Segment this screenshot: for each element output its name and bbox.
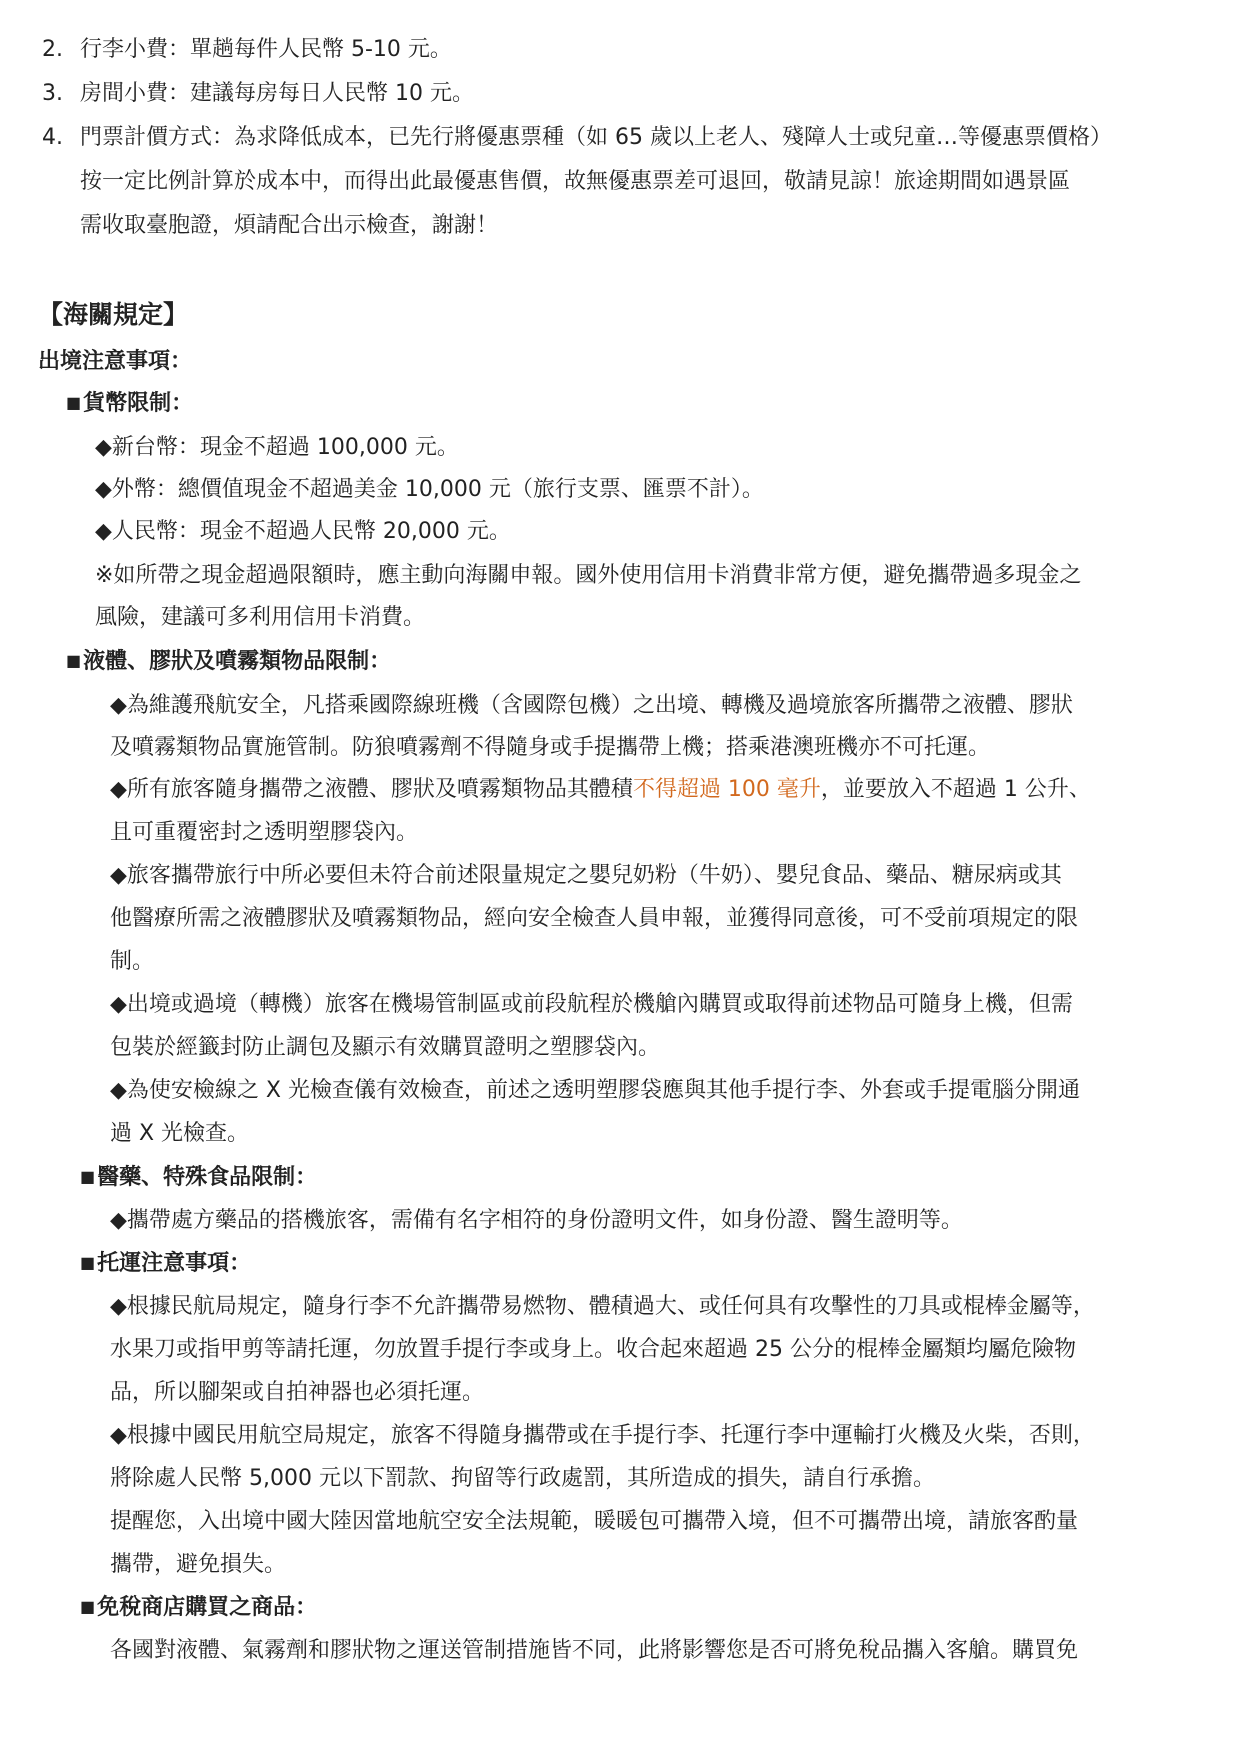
bullet-text-cont: 及噴霧類物品實施管制。防狼噴霧劑不得隨身或手提攜帶上機；搭乘港澳班機亦不可托運。: [110, 735, 991, 760]
list-text-line: 按一定比例計算於成本中，而得出此最優惠售價，故無優惠票差可退回，敬請見諒！旅途期間如遇景區: [80, 169, 1071, 194]
diamond-bullet-icon: ◆: [110, 1423, 127, 1448]
bullet-text-cont: 且可重覆密封之透明塑膠袋內。: [110, 820, 419, 845]
bullet-item: [110, 1289, 1095, 1320]
section-title: 【海關規定】: [38, 300, 189, 329]
list-text: 行李小費：單趟每件人民幣 5-10 元。: [80, 37, 452, 62]
bullet-text: 出境或過境（轉機）旅客在機場管制區或前段航程於機艙內購買或取得前述物品可隨身上機，但需: [126, 992, 1073, 1017]
category-heading-text: 托運注意事項：: [97, 1251, 252, 1276]
bullet-text: 攜帶處方藥品的搭機旅客，需備有名字相符的身份證明文件，如身份證、醫生證明等。: [126, 1208, 963, 1233]
bullet-text: 旅客攜帶旅行中所必要但未符合前述限量規定之嬰兒奶粉（牛奶）、嬰兒食品、藥品、糖尿病或其: [126, 863, 1062, 888]
diamond-bullet-icon: ◆: [110, 1208, 127, 1233]
note-line: 風險，建議可多利用信用卡消費。: [95, 605, 426, 630]
square-bullet-icon: ■: [66, 651, 82, 670]
bullet-text-cont: 品，所以腳架或自拍神器也必須托運。: [110, 1380, 485, 1405]
bullet-text: 為使安檢線之 X 光檢查儀有效檢查，前述之透明塑膠袋應與其他手提行李、外套或手提電腦分開通: [126, 1078, 1080, 1103]
category-heading-medicine: [80, 1160, 317, 1191]
list-text-line: 門票計價方式：為求降低成本，已先行將優惠票種（如 65 歲以上老人、殘障人士或兒童…等優惠票價格）: [80, 125, 1112, 150]
bullet-item: [110, 1418, 1095, 1449]
bullet-item: [110, 772, 1091, 803]
bullet-text: 根據中國民用航空局規定，旅客不得隨身攜帶或在手提行李、托運行李中運輸打火機及火柴，否則，: [126, 1423, 1095, 1448]
bullet-text-cont: 他醫療所需之液體膠狀及噴霧類物品，經向安全檢查人員申報，並獲得同意後，可不受前項規定的限: [110, 906, 1079, 931]
bullet-text: 為維護飛航安全，凡搭乘國際線班機（含國際包機）之出境、轉機及過境旅客所攜帶之液體、膠狀: [126, 693, 1073, 718]
bullet-text-cont: 將除處人民幣 5,000 元以下罰款、拘留等行政處罰，其所造成的損失，請自行承擔。: [110, 1466, 935, 1491]
diamond-bullet-icon: ◆: [95, 435, 112, 460]
category-heading-text: 貨幣限制：: [83, 391, 194, 416]
bullet-text-cont: 制。: [110, 949, 155, 974]
list-text-line: 需收取臺胞證，煩請配合出示檢查，謝謝！: [80, 213, 499, 238]
square-bullet-icon: ■: [80, 1597, 96, 1616]
bullet-text-cont: 過 X 光檢查。: [110, 1121, 250, 1146]
bullet-text: 外幣：總價值現金不超過美金 10,000 元（旅行支票、匯票不計）。: [111, 477, 764, 502]
square-bullet-icon: ■: [80, 1167, 96, 1186]
list-number: 3.: [42, 81, 63, 106]
diamond-bullet-icon: ◆: [110, 693, 127, 718]
diamond-bullet-icon: ◆: [110, 1294, 127, 1319]
bullet-text: 根據民航局規定，隨身行李不允許攜帶易燃物、體積過大、或任何具有攻擊性的刀具或棍棒金屬等，: [126, 1294, 1095, 1319]
paragraph-line: 提醒您，入出境中國大陸因當地航空安全法規範，暖暖包可攜帶入境，但不可攜帶出境，請旅客酌量: [110, 1509, 1079, 1534]
highlight-text: 不得超過 100 毫升: [632, 777, 821, 802]
diamond-bullet-icon: ◆: [110, 992, 127, 1017]
diamond-bullet-icon: ◆: [110, 777, 127, 802]
bullet-item: [95, 472, 764, 503]
list-number: 2.: [42, 37, 63, 62]
note-line: ※如所帶之現金超過限額時，應主動向海關申報。國外使用信用卡消費非常方便，避免攜帶過多現金之: [95, 563, 1082, 588]
paragraph-line: 攜帶，避免損失。: [110, 1552, 287, 1577]
bullet-text: ，並要放入不超過 1 公升、: [820, 777, 1091, 802]
list-text: 房間小費：建議每房每日人民幣 10 元。: [80, 81, 474, 106]
diamond-bullet-icon: ◆: [110, 1078, 127, 1103]
bullet-text: 新台幣：現金不超過 100,000 元。: [111, 435, 459, 460]
square-bullet-icon: ■: [66, 393, 82, 412]
list-number: 4.: [42, 125, 63, 150]
category-heading-text: 液體、膠狀及噴霧類物品限制：: [83, 649, 392, 674]
category-heading-currency: [66, 386, 193, 417]
bullet-text-cont: 包裝於經籤封防止調包及顯示有效購買證明之塑膠袋內。: [110, 1035, 661, 1060]
category-heading-text: 醫藥、特殊食品限制：: [97, 1165, 318, 1190]
list-text: [80, 116, 1210, 248]
bullet-item: [95, 430, 459, 461]
category-heading-liquids: [66, 644, 391, 675]
category-heading-text: 免稅商店購買之商品：: [97, 1595, 318, 1620]
diamond-bullet-icon: ◆: [95, 477, 112, 502]
bullet-text-cont: 水果刀或指甲剪等請托運，勿放置手提行李或身上。收合起來超過 25 公分的棍棒金屬類均屬危險物: [110, 1337, 1076, 1362]
diamond-bullet-icon: ◆: [110, 863, 127, 888]
bullet-item: [110, 1203, 963, 1234]
bullet-text: 人民幣：現金不超過人民幣 20,000 元。: [111, 519, 511, 544]
category-heading-checkin: [80, 1246, 251, 1277]
bullet-item: [110, 688, 1073, 719]
paragraph-line: 各國對液體、氣霧劑和膠狀物之運送管制措施皆不同，此將影響您是否可將免稅品攜入客艙。購買免: [110, 1638, 1079, 1663]
bullet-item: [110, 858, 1062, 889]
bullet-item: [95, 514, 511, 545]
subsection-title: 出境注意事項：: [38, 349, 193, 374]
diamond-bullet-icon: ◆: [95, 519, 112, 544]
bullet-item: [110, 987, 1073, 1018]
category-heading-dutyfree: [80, 1590, 317, 1621]
bullet-text: 所有旅客隨身攜帶之液體、膠狀及噴霧類物品其體積: [126, 777, 633, 802]
bullet-item: [110, 1073, 1080, 1104]
square-bullet-icon: ■: [80, 1253, 96, 1272]
